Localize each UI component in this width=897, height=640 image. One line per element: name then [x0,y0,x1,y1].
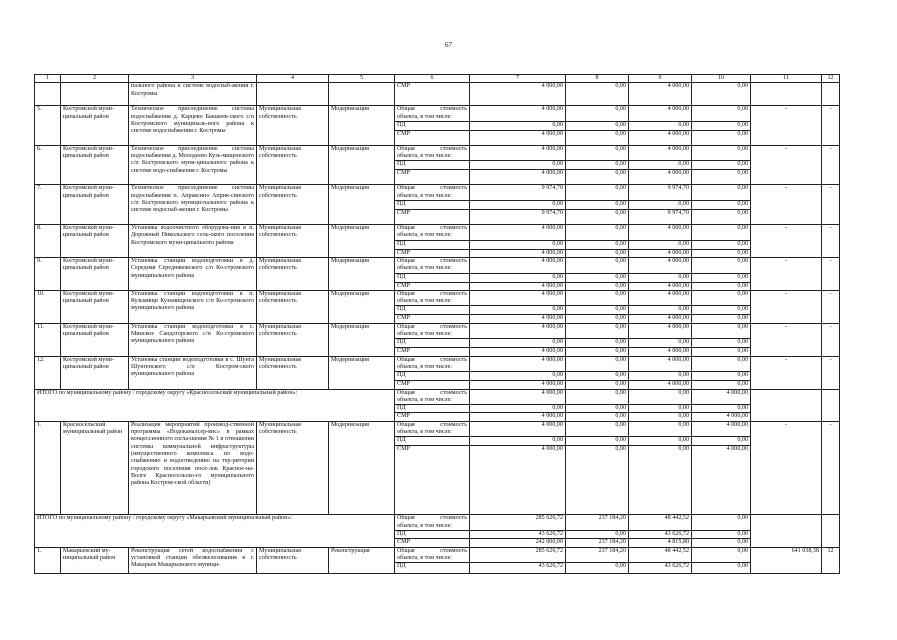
work-type: Модернизация [329,323,395,356]
cell-value: - [751,257,822,290]
cell-value: 0,00 [566,421,629,437]
cell-value: 0,00 [692,381,751,389]
cell-value: 0,00 [629,437,692,446]
column-number: 7 [470,75,566,83]
cell-value: 237 184,20 [566,547,629,563]
total-cost-label: Общая стоимость объекта, в том числе: [395,106,470,122]
cell-value: 0,00 [692,121,751,130]
column-number: 8 [566,75,629,83]
cell-value: 0,00 [566,323,629,339]
cell-value: 0,00 [566,563,629,574]
column-number: 1 [35,75,61,83]
column-number: 11 [751,75,822,83]
cell-value: 4 000,00 [470,315,566,323]
cell-value: 4 000,00 [470,446,566,515]
cell-value: 4 000,00 [470,290,566,306]
ownership-form: Муниципальная собственность [257,225,329,258]
cell-value: 285 626,72 [470,515,566,531]
cell-value: 4 000,00 [692,446,751,515]
cell-value: 0,00 [692,273,751,282]
cell-value: - [822,290,840,323]
cell-value: 4 000,00 [692,413,751,421]
district-name: Красносельский муниципальный район [61,421,129,515]
cell-value: 4 000,00 [629,145,692,161]
cell-value: 0,00 [566,130,629,145]
cell-value: 4 000,00 [470,356,566,372]
total-label: ИТОГО по муниципальному району / городскому округу «Макарьевский муниципальный район»: [35,515,395,547]
cell-value: 0,00 [566,437,629,446]
cell-value: 0,00 [566,83,629,106]
cell-value: 4 000,00 [629,290,692,306]
project-description: Установка водоочистного оборудова-ния в п. Дорожный Никольского сель-ского поселения Костромского муни-ципального района [129,225,257,258]
cell-value: 0,00 [692,437,751,446]
cell-value: 0,00 [692,515,751,531]
cell-value: 242 000,00 [470,539,566,547]
project-description: Техническое присоединение системы водоснабжения д. Карцево Бакшеев-ского с/п Костромского муниципаль-ного района к системе водоснабжения г. Костромы [129,106,257,146]
column-number: 3 [129,75,257,83]
ownership-form: Муниципальная собственность [257,106,329,146]
cell-value: 0,00 [470,372,566,381]
work-type: Модернизация [329,106,395,146]
smr-label: СМР [395,315,470,323]
cell-value: 0,00 [692,563,751,574]
cell-value: 4 000,00 [629,106,692,122]
table-row [35,106,840,122]
cell-value: 4 000,00 [629,315,692,323]
cell-value: 0,00 [629,161,692,170]
column-number: 6 [395,75,470,83]
table-row [35,290,840,306]
pd-label: ПД [395,339,470,348]
cell-value: 9 974,70 [470,210,566,225]
cell-value: 4 000,00 [470,130,566,145]
cell-value: 4 000,00 [470,83,566,106]
cell-value: 0,00 [692,323,751,339]
cell-value: 0,00 [566,106,629,122]
cell-value: - [751,421,822,515]
cell-value: 0,00 [692,170,751,185]
cell-value: - [751,323,822,356]
row-number: 1. [35,421,61,515]
row-number: 11. [35,323,61,356]
pd-label: ПД [395,121,470,130]
smr-label: СМР [395,249,470,257]
table-row [35,356,840,372]
cell-value: 0,00 [692,339,751,348]
cell-value: 0,00 [566,225,629,241]
cell-value: 0,00 [470,405,566,413]
cell-value: 4 000,00 [692,421,751,437]
cell-value: 0,00 [470,437,566,446]
cell-value: 4 000,00 [470,257,566,273]
pd-label: ПД [395,306,470,315]
cell-value: 0,00 [629,339,692,348]
district-name: Костромской муни-ципальный район [61,323,129,356]
smr-label: СМР [395,413,470,421]
cell-value: 0,00 [566,372,629,381]
cell-value: - [751,106,822,146]
cell-value: 0,00 [566,446,629,515]
cell-value: 43 626,72 [470,563,566,574]
cell-value: 0,00 [692,210,751,225]
smr-label: СМР [395,381,470,389]
cell-value: 0,00 [566,348,629,356]
cell-value: 0,00 [692,185,751,201]
work-type: Реконструкция [329,547,395,574]
cell-value: 43 626,72 [629,530,692,538]
cell-value: 0,00 [692,547,751,563]
cell-value: 285 626,72 [470,547,566,563]
column-number: 5 [329,75,395,83]
cell-value: 4 000,00 [629,348,692,356]
pd-label: ПД [395,437,470,446]
page-number: 67 [445,41,452,49]
total-cost-label: Общая стоимость объекта, в том числе: [395,185,470,201]
total-cost-label: Общая стоимость объекта, в том числе: [395,225,470,241]
cell-value: 4 000,00 [470,323,566,339]
ownership-form: Муниципальная собственность [257,547,329,574]
cell-value: - [751,356,822,389]
cell-value: 4 000,00 [470,282,566,290]
cell-value: 0,00 [566,210,629,225]
cell-value: 0,00 [566,257,629,273]
smr-label: СМР [395,83,470,106]
table-row [35,225,840,241]
cell-value: 0,00 [692,83,751,106]
ownership-form: Муниципальная собственность [257,323,329,356]
cell-value: 9 974,70 [470,185,566,201]
cell-value: - [822,185,840,225]
cell-value: 0,00 [470,273,566,282]
row-number: 12. [35,356,61,389]
cell-value: 237 184,20 [566,515,629,531]
smr-label: СМР [395,210,470,225]
project-description: Установка станции водоподготовки в с. Минское Сандогорского с/п Ко-стромского муниципального района [129,323,257,356]
work-type: Модернизация [329,225,395,258]
table-row [35,421,840,437]
cell-value: 0,00 [692,348,751,356]
cell-value: 0,00 [692,225,751,241]
cell-value: 0,00 [566,405,629,413]
work-type: Модернизация [329,145,395,185]
project-description: Установка станции водоподготовки в с. Шунга Шунгенского с/п Костром-ского муниципального района [129,356,257,389]
cell-value: 4 815,80 [629,539,692,547]
cell-value: 48 442,52 [629,547,692,563]
total-cost-label: Общая стоимость объекта, в том числе: [395,323,470,339]
cell-value: 4 000,00 [629,170,692,185]
cell-value: 4 000,00 [629,257,692,273]
pd-label: ПД [395,372,470,381]
district-name: Костромской муни-ципальный район [61,290,129,323]
work-type: Модернизация [329,421,395,515]
pd-label: ПД [395,161,470,170]
cell-value: 4 000,00 [629,282,692,290]
cell-value: 0,00 [692,249,751,257]
cell-value: - [822,145,840,185]
cell-value: 0,00 [692,530,751,538]
cell-value: 0,00 [566,273,629,282]
pd-label: ПД [395,530,470,538]
smr-label: СМР [395,348,470,356]
cell-value: 4 000,00 [470,348,566,356]
cell-value: 4 000,00 [470,381,566,389]
row-number: 1. [35,547,61,574]
cell-value: 0,00 [629,372,692,381]
column-number: 4 [257,75,329,83]
work-type: Модернизация [329,257,395,290]
cell-value: 0,00 [566,282,629,290]
total-cost-label: Общая стоимость объекта, в том числе: [395,290,470,306]
row-number: 6. [35,145,61,185]
cell-value: 0,00 [629,306,692,315]
cell-value: 4 000,00 [629,249,692,257]
district-name: Костромской муни-ципальный район [61,145,129,185]
cell-value: 9 974,70 [629,210,692,225]
cell-value: 0,00 [566,201,629,210]
cell-value: 0,00 [566,306,629,315]
cell-value: 4 000,00 [629,323,692,339]
work-type: Модернизация [329,185,395,225]
cell-value: 12 [822,547,840,574]
smr-label: СМР [395,282,470,290]
row-number: 10. [35,290,61,323]
cell-value: 641 038,38 [751,547,822,574]
cell-value: - [751,290,822,323]
cell-value: 4 000,00 [629,130,692,145]
cell-value: 0,00 [470,121,566,130]
project-description: Техническое присоединение системы водоснабжения п. Апраксино Априк-синского с/п Костромского муници-пального района к системе водоснаб-жения г. Костромы [129,185,257,225]
district-name: Костромской муни-ципальный район [61,106,129,146]
pd-label: ПД [395,405,470,413]
cell-value: 0,00 [692,240,751,249]
total-label: ИТОГО по муниципальному району / городскому округу «Красносельский муниципальный район»: [35,389,395,421]
cell-value: 0,00 [470,339,566,348]
table-row [35,185,840,201]
cell-value: 0,00 [629,201,692,210]
column-number: 12 [822,75,840,83]
total-cost-label: Общая стоимость объекта, в том числе: [395,421,470,437]
cell-value: 0,00 [629,421,692,437]
district-name: Костромской муни-ципальный район [61,185,129,225]
row-number: 9. [35,257,61,290]
project-description: Установка станции водоподготовки в д. Середняя Середняковского с/п Ко-стромского муниципального района [129,257,257,290]
cell-value: 4 000,00 [629,225,692,241]
total-row [35,515,840,531]
column-number: 9 [629,75,692,83]
cell-value: 48 442,52 [629,515,692,531]
cell-value: 237 184,20 [566,539,629,547]
total-cost-label: Общая стоимость объекта, в том числе: [395,515,470,531]
cell-value: 4 000,00 [629,83,692,106]
cell-value: 0,00 [566,413,629,421]
cell-value: 0,00 [629,446,692,515]
cell-value: - [751,225,822,258]
cell-value: 0,00 [566,145,629,161]
cell-value: 43 626,72 [629,563,692,574]
cell-value: - [751,145,822,185]
cell-value: 9 974,70 [629,185,692,201]
smr-label: СМР [395,446,470,515]
cell-value: 4 000,00 [692,389,751,405]
cell-value: 0,00 [566,240,629,249]
work-type: Модернизация [329,356,395,389]
cell-value: 4 000,00 [470,170,566,185]
row-number: 5. [35,106,61,146]
cell-value: 0,00 [470,306,566,315]
cell-value: 0,00 [566,315,629,323]
cell-value: 0,00 [566,389,629,405]
district-name: Костромской муни-ципальный район [61,356,129,389]
pd-label: ПД [395,240,470,249]
ownership-form: Муниципальная собственность [257,421,329,515]
cell-value: 4 000,00 [629,356,692,372]
cell-value: - [822,225,840,258]
cell-value: 0,00 [692,130,751,145]
row-number: 7. [35,185,61,225]
cell-value: 4 000,00 [629,381,692,389]
cell-value: - [822,421,840,515]
cell-value: 43 626,72 [470,530,566,538]
cell-value: 4 000,00 [470,421,566,437]
cell-value: 0,00 [692,306,751,315]
cell-value: 0,00 [692,372,751,381]
project-description: пального района к системе водоснаб-жения г. Костромы [129,83,257,106]
project-description: Установка станции водоподготовки в п. Кузьмищи Кузьмищенского с/п Ко-стромского муниципального района [129,290,257,323]
cell-value: 0,00 [692,282,751,290]
cell-value: 0,00 [566,356,629,372]
cell-value: 0,00 [692,161,751,170]
cell-value: 0,00 [470,201,566,210]
cell-value: 0,00 [692,201,751,210]
cell-value: - [822,257,840,290]
cell-value: - [822,356,840,389]
total-cost-label: Общая стоимость объекта, в том числе: [395,547,470,563]
cell-value: 0,00 [629,121,692,130]
cell-value: 0,00 [566,121,629,130]
pd-label: ПД [395,273,470,282]
table-row [35,323,840,339]
district-name: Макарьевский му-ниципальный район [61,547,129,574]
cell-value: - [822,106,840,146]
cell-value: 0,00 [692,315,751,323]
column-number: 2 [61,75,129,83]
cell-value: 4 000,00 [470,389,566,405]
cell-value: 4 000,00 [470,225,566,241]
cell-value: 0,00 [692,356,751,372]
smr-label: СМР [395,539,470,547]
header-row [35,75,840,83]
ownership-form: Муниципальная собственность [257,145,329,185]
cell-value: 0,00 [566,339,629,348]
smr-label: СМР [395,130,470,145]
pd-label: ПД [395,201,470,210]
cell-value: 0,00 [470,161,566,170]
ownership-form: Муниципальная собственность [257,257,329,290]
cell-value: 0,00 [692,257,751,273]
district-name: Костромской муни-ципальный район [61,257,129,290]
cell-value: 0,00 [692,145,751,161]
cell-value: 0,00 [566,249,629,257]
cell-value: 4 000,00 [470,249,566,257]
total-cost-label: Общая стоимость объекта, в том числе: [395,257,470,273]
work-type: Модернизация [329,290,395,323]
cell-value: 0,00 [566,290,629,306]
cell-value: 0,00 [629,273,692,282]
total-cost-label: Общая стоимость объекта, в том числе: [395,356,470,372]
ownership-form: Муниципальная собственность [257,356,329,389]
pd-label: ПД [395,563,470,574]
cell-value: - [751,185,822,225]
total-cost-label: Общая стоимость объекта, в том числе: [395,389,470,405]
total-row [35,389,840,405]
cell-value: - [822,323,840,356]
cell-value: 0,00 [470,240,566,249]
cell-value: 0,00 [692,405,751,413]
cell-value: 0,00 [629,405,692,413]
cell-value: 4 000,00 [470,145,566,161]
cell-value: 0,00 [566,161,629,170]
cell-value: 4 000,00 [470,413,566,421]
cell-value: 0,00 [692,290,751,306]
investment-table [34,74,840,574]
total-cost-label: Общая стоимость объекта, в том числе: [395,145,470,161]
cell-value: 0,00 [566,530,629,538]
cell-value: 0,00 [629,413,692,421]
project-description: Реконструкция сетей водоснабжения с установкой станции обезжелезивания в г. Макарьев Макарьевского муници- [129,547,257,574]
table-row [35,547,840,563]
cell-value: 0,00 [692,539,751,547]
smr-label: СМР [395,170,470,185]
cell-value: 0,00 [566,381,629,389]
ownership-form: Муниципальная собственность [257,290,329,323]
cell-value: 0,00 [692,106,751,122]
row-number: 8. [35,225,61,258]
cell-value: 0,00 [629,389,692,405]
project-description: Техническое присоединение системы водоснабжения д. Молодеево Кузь-мищенского с/п Костромского муни-ципального района к системе водо-снабжения г. Костромы [129,145,257,185]
project-description: Реализация мероприятий производ-ственной программы «Водоканалсер-вис» в рамках концессионного согла-шения № 1 в отношении системы коммунальной инфраструктуры (имущественного комплекса по водо-снабжению и водоотведению на тер-ритории городского поселения посе-лок Красное-на-Волге Красносельско-го муниципального района Костром-ской области) [129,421,257,515]
table-row [35,257,840,273]
table-row [35,83,840,106]
column-number: 10 [692,75,751,83]
cell-value: 0,00 [566,185,629,201]
cell-value: 4 000,00 [470,106,566,122]
cell-value: 0,00 [629,240,692,249]
ownership-form: Муниципальная собственность [257,185,329,225]
district-name: Костромской муни-ципальный район [61,225,129,258]
cell-value: 0,00 [566,170,629,185]
table-row [35,145,840,161]
